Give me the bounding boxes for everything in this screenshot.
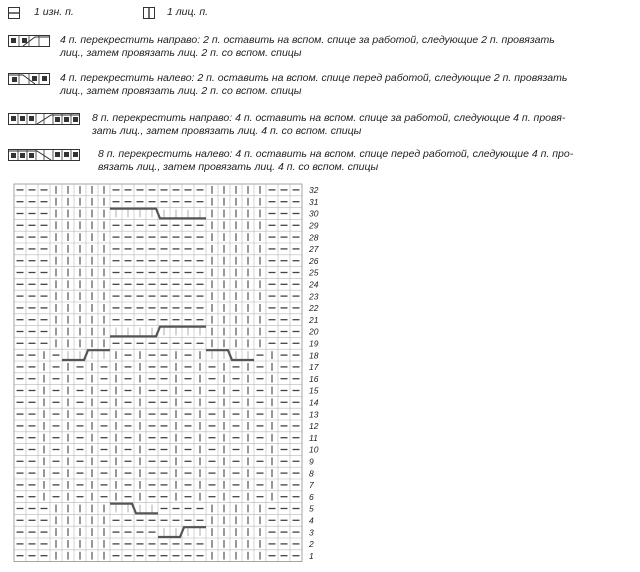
row-label: 4 xyxy=(309,515,314,526)
knitting-chart-svg xyxy=(13,179,325,567)
legend-cable-8-right-line2: зать лиц., затем провязать лиц. 4 п. со вспом. спицы xyxy=(92,125,362,137)
legend-cable-4-right-line1: 4 п. перекрестить направо: 2 п. оставить на вспом. спице за работой, следующие 2 п. провязать xyxy=(60,34,555,46)
row-label: 7 xyxy=(309,480,314,491)
legend-cable-4-right xyxy=(8,34,633,62)
legend-purl-label: 1 изн. п. xyxy=(34,6,74,18)
row-label: 1 xyxy=(309,550,314,561)
row-label: 32 xyxy=(309,185,319,196)
legend-cable-8-left xyxy=(8,148,633,176)
legend-knit xyxy=(143,6,273,20)
purl-symbol-icon xyxy=(8,7,20,19)
row-label: 2 xyxy=(309,539,314,550)
row-label: 24 xyxy=(309,279,319,290)
legend-cable-4-left-line2: лиц., затем провязать лиц. 2 п. со вспом. спицы xyxy=(60,85,302,97)
row-label: 14 xyxy=(309,397,319,408)
cable-4-left-icon xyxy=(8,73,50,85)
row-label: 29 xyxy=(309,220,319,231)
row-label: 8 xyxy=(309,468,314,479)
row-label: 15 xyxy=(309,385,319,396)
row-label: 19 xyxy=(309,338,319,349)
row-label: 22 xyxy=(309,303,319,314)
row-label: 25 xyxy=(309,267,319,278)
row-label: 13 xyxy=(309,409,319,420)
legend-cable-4-right-line2: лиц., затем провязать лиц. 2 п. со вспом. спицы xyxy=(60,47,302,59)
row-label: 16 xyxy=(309,373,319,384)
row-label: 28 xyxy=(309,232,319,243)
cable-8-right-icon xyxy=(8,113,80,125)
row-label: 31 xyxy=(309,196,319,207)
legend-cable-8-right xyxy=(8,112,633,140)
legend-purl xyxy=(8,6,138,20)
row-label: 12 xyxy=(309,421,319,432)
row-label: 6 xyxy=(309,491,314,502)
cable-8-left-icon xyxy=(8,149,80,161)
row-label: 9 xyxy=(309,456,314,467)
row-label: 18 xyxy=(309,350,319,361)
knitting-chart xyxy=(13,179,325,572)
row-label: 3 xyxy=(309,527,314,538)
legend-knit-label: 1 лиц. п. xyxy=(167,6,209,18)
legend-cable-4-left-line1: 4 п. перекрестить налево: 2 п. оставить на вспом. спице перед работой, следующие 2 п. провязать xyxy=(60,72,568,84)
row-label: 23 xyxy=(309,291,319,302)
row-label: 11 xyxy=(309,432,318,443)
cable-4-right-icon xyxy=(8,35,50,47)
row-label: 17 xyxy=(309,362,319,373)
row-label: 20 xyxy=(309,326,319,337)
legend-cable-4-left xyxy=(8,72,633,100)
legend-cable-8-left-line2: вязать лиц., затем провязать лиц. 4 п. со вспом. спицы xyxy=(98,161,379,173)
legend-cable-8-left-line1: 8 п. перекрестить налево: 4 п. оставить на вспом. спице перед работой, следующие 4 п. про- xyxy=(98,148,574,160)
row-label: 30 xyxy=(309,208,319,219)
legend-cable-8-right-line1: 8 п. перекрестить направо: 4 п. оставить на вспом. спице за работой, следующие 4 п. провя- xyxy=(92,112,566,124)
row-label: 27 xyxy=(309,244,319,255)
row-label: 5 xyxy=(309,503,314,514)
row-label: 21 xyxy=(309,314,319,325)
row-label: 26 xyxy=(309,255,319,266)
row-label: 10 xyxy=(309,444,319,455)
knit-symbol-icon xyxy=(143,7,155,19)
